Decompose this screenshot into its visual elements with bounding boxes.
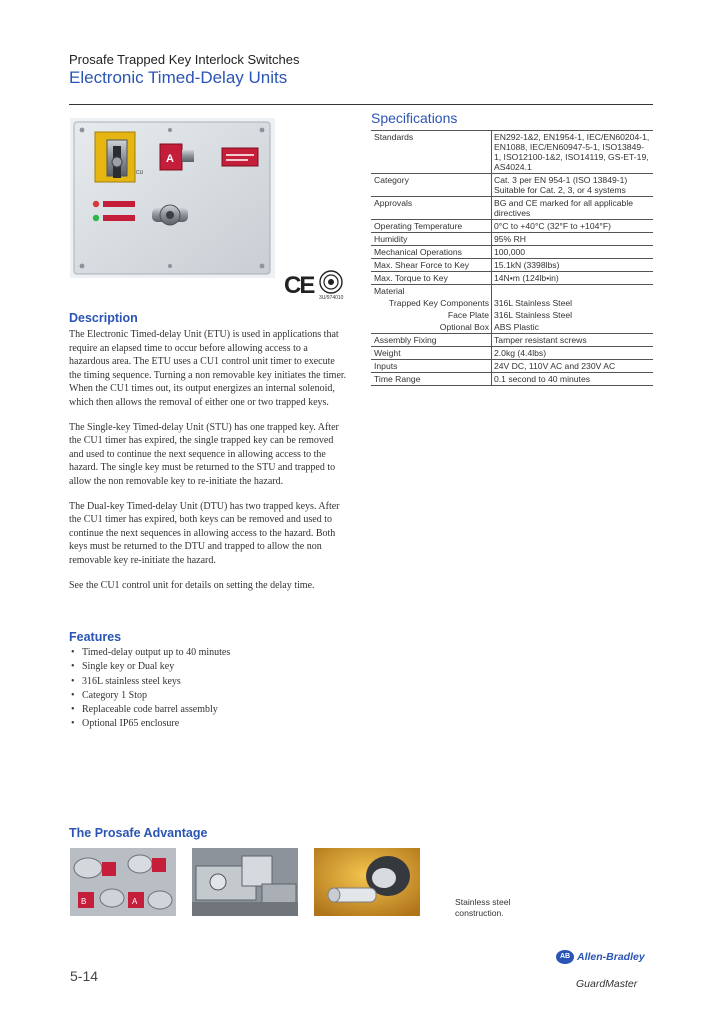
list-item: • Single key or Dual key — [69, 660, 347, 674]
spec-key: Mechanical Operations — [371, 246, 492, 259]
list-item: • Category 1 Stop — [69, 689, 347, 703]
table-row — [371, 220, 653, 233]
spec-value — [492, 285, 654, 298]
description-heading: Description — [69, 311, 138, 325]
header-rule — [69, 104, 653, 105]
ce-mark: CE — [284, 272, 314, 299]
spec-key: Face Plate — [447, 310, 489, 320]
list-item: • Timed-delay output up to 40 minutes — [69, 646, 347, 660]
spec-value: 14N•m (124lb•in) — [492, 272, 654, 285]
table-row — [371, 309, 653, 321]
spec-value: Cat. 3 per EN 954-1 (ISO 13849-1) Suitable for Cat. 2, 3, or 4 systems — [492, 174, 654, 197]
advantage-photo-assembly — [192, 848, 298, 916]
spec-key: Category — [371, 174, 492, 197]
table-row — [371, 272, 653, 285]
table-row — [371, 285, 653, 298]
photo-label-a: A — [166, 153, 174, 165]
cert-code: 3U/974010 — [319, 295, 344, 301]
allen-bradley-badge-icon: AB — [556, 950, 574, 964]
table-row — [371, 373, 653, 386]
advantage-heading: The Prosafe Advantage — [69, 826, 208, 840]
advantage-photo-keys — [70, 848, 176, 916]
spec-value: 0.1 second to 40 minutes — [492, 373, 654, 386]
spec-key: Max. Shear Force to Key — [371, 259, 492, 272]
spec-key: Max. Torque to Key — [371, 272, 492, 285]
caption-line: construction. — [455, 908, 504, 918]
caption-line: Stainless steel — [455, 897, 511, 907]
guardmaster-logo: GuardMaster — [576, 978, 638, 990]
description-paragraph: The Electronic Timed-delay Unit (ETU) is used in applications that require an elapsed time to occur before allowing access to a hazardous area. The ETU uses a CU1 control unit timer to execute the timing sequence. Turning a non removable key initiates the timer. When the CU1 times out, its output energizes an internal solenoid, which then allows the removal of either one or two trapped keys. — [69, 329, 347, 408]
table-row — [371, 246, 653, 259]
spec-value: 316L Stainless Steel — [492, 297, 654, 309]
spec-value: 0°C to +40°C (32°F to +104°F) — [492, 220, 654, 233]
adv-key-label-a: A — [132, 897, 138, 906]
spec-value: Tamper resistant screws — [492, 334, 654, 347]
table-row — [371, 197, 653, 220]
adv-key-label-b: B — [81, 897, 87, 906]
table-row — [371, 297, 653, 309]
table-row — [371, 233, 653, 246]
cert-seal-icon — [319, 270, 343, 294]
description-paragraph: See the CU1 control unit for details on setting the delay time. — [69, 579, 315, 591]
description-paragraph: The Dual-key Timed-delay Unit (DTU) has two trapped keys. After the CU1 timer has expired, both keys can be removed and used to continue the next sequences in allowing access to the hazard. Both keys must be returned to the DTU and trapped to allow the non removable key re-initiate the hazard. — [69, 500, 340, 566]
spec-value: EN292-1&2, EN1954-1, IEC/EN60204-1, EN1088, IEC/EN60947-5-1, ISO13849-1, ISO12100-1&2, ISO14119, GS-ET-19, AS4024.1 — [492, 131, 654, 174]
spec-value: BG and CE marked for all applicable directives — [492, 197, 654, 220]
spec-value: 2.0kg (4.4lbs) — [492, 347, 654, 360]
table-row — [371, 334, 653, 347]
spec-key: Standards — [371, 131, 492, 174]
table-row — [371, 360, 653, 373]
list-item: • Replaceable code barrel assembly — [69, 703, 347, 717]
specifications-table — [371, 130, 653, 386]
table-row — [371, 174, 653, 197]
spec-key: Approvals — [371, 197, 492, 220]
spec-value: 95% RH — [492, 233, 654, 246]
spec-value: 15.1kN (3398lbs) — [492, 259, 654, 272]
spec-key: Trapped Key Components — [389, 298, 489, 308]
spec-key: Optional Box — [439, 322, 489, 332]
spec-key: Assembly Fixing — [371, 334, 492, 347]
page-title: Electronic Timed-Delay Units — [69, 68, 288, 87]
spec-value: 100,000 — [492, 246, 654, 259]
description-paragraph: The Single-key Timed-delay Unit (STU) has one trapped key. After the CU1 timer has expired, the single trapped key can be removed and used to continue the next sequence in allowing access to the hazard. The single key must be returned to the STU and trapped to allow the non removable key to re-initiate the hazard. — [69, 421, 339, 487]
page-number: 5-14 — [70, 968, 99, 984]
features-list — [69, 646, 347, 732]
product-photo — [70, 118, 275, 278]
spec-key: Humidity — [371, 233, 492, 246]
photo-cu-label: CU — [136, 170, 144, 176]
spec-key: Inputs — [371, 360, 492, 373]
list-item: • Optional IP65 enclosure — [69, 717, 347, 731]
advantage-photo-steel — [314, 848, 420, 916]
spec-key: Material — [371, 285, 492, 298]
table-row — [371, 259, 653, 272]
table-row — [371, 347, 653, 360]
spec-value: 316L Stainless Steel — [492, 309, 654, 321]
list-item: • 316L stainless steel keys — [69, 675, 347, 689]
series-title: Prosafe Trapped Key Interlock Switches — [69, 52, 300, 67]
table-row — [371, 131, 653, 174]
brand-logos — [556, 950, 656, 994]
spec-key: Weight — [371, 347, 492, 360]
specifications-heading: Specifications — [371, 110, 458, 126]
features-heading: Features — [69, 630, 122, 644]
spec-key: Time Range — [371, 373, 492, 386]
table-row — [371, 321, 653, 334]
allen-bradley-logo: Allen-Bradley — [577, 951, 645, 963]
description-body — [69, 328, 347, 603]
spec-key: Operating Temperature — [371, 220, 492, 233]
spec-value: 24V DC, 110V AC and 230V AC — [492, 360, 654, 373]
spec-value: ABS Plastic — [492, 321, 654, 334]
advantage-caption — [455, 897, 510, 919]
